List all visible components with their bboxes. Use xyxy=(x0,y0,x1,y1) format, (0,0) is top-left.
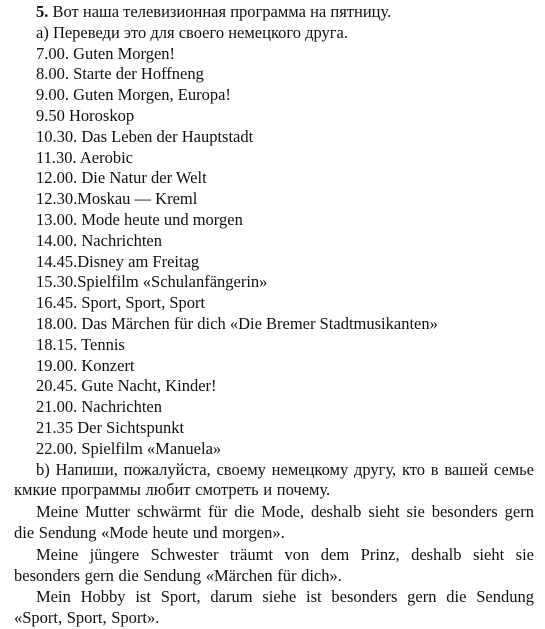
exercise-page xyxy=(14,2,534,629)
answer-paragraph: Meine jüngere Schwester träumt von dem Prinz, deshalb sieht sie besonders gern die Sendung «Märchen für dich». xyxy=(14,544,534,585)
exercise-title: Вот наша телевизионная программа на пятницу. xyxy=(52,2,392,21)
tv-schedule-list xyxy=(14,44,534,460)
exercise-header xyxy=(14,2,534,23)
schedule-item: 12.00. Die Natur der Welt xyxy=(36,168,207,188)
task-a-instruction: а) Переведи это для своего немецкого друга. xyxy=(36,22,349,42)
schedule-item: 9.00. Guten Morgen, Europa! xyxy=(36,85,231,105)
schedule-item: 18.00. Das Märchen für dich «Die Bremer Stadtmusikanten» xyxy=(36,313,438,333)
schedule-item: 12.30.Moskau — Kreml xyxy=(36,189,198,209)
schedule-item: 20.45. Gute Nacht, Kinder! xyxy=(36,376,217,396)
exercise-number: 5. xyxy=(36,2,49,21)
schedule-item: 16.45. Sport, Sport, Sport xyxy=(36,293,206,313)
schedule-item: 14.45.Disney am Freitag xyxy=(36,251,200,271)
schedule-item: 22.00. Spielfilm «Manuela» xyxy=(36,438,222,458)
schedule-item: 14.00. Nachrichten xyxy=(36,230,162,250)
answer-paragraph: Mein Hobby ist Sport, darum siehe ist besonders gern die Sendung «Sport, Sport, Sport». xyxy=(14,587,534,628)
schedule-item: 13.00. Mode heute und morgen xyxy=(36,209,243,229)
task-b-instruction: b) Напиши, пожалуйста, своему немецкому другу, кто в вашей семье кмкие программы любит смотреть и почему. xyxy=(14,459,534,500)
schedule-item: 15.30.Spielfilm «Schulanfängerin» xyxy=(36,272,268,292)
answer-paragraph: Meine Mutter schwärmt für die Mode, deshalb sieht sie besonders gern die Sendung «Mode heute und morgen». xyxy=(14,502,534,542)
schedule-item: 11.30. Aerobic xyxy=(36,147,133,167)
schedule-item: 21.00. Nachrichten xyxy=(36,397,162,417)
schedule-item: 18.15. Tennis xyxy=(36,334,125,354)
schedule-item: 21.35 Der Sichtspunkt xyxy=(36,417,185,437)
schedule-item: 9.50 Horoskop xyxy=(36,105,135,125)
schedule-item: 19.00. Konzert xyxy=(36,355,135,375)
schedule-item: 7.00. Guten Morgen! xyxy=(36,43,176,63)
schedule-item: 10.30. Das Leben der Hauptstadt xyxy=(36,126,254,146)
schedule-item: 8.00. Starte der Hoffneng xyxy=(36,64,204,84)
